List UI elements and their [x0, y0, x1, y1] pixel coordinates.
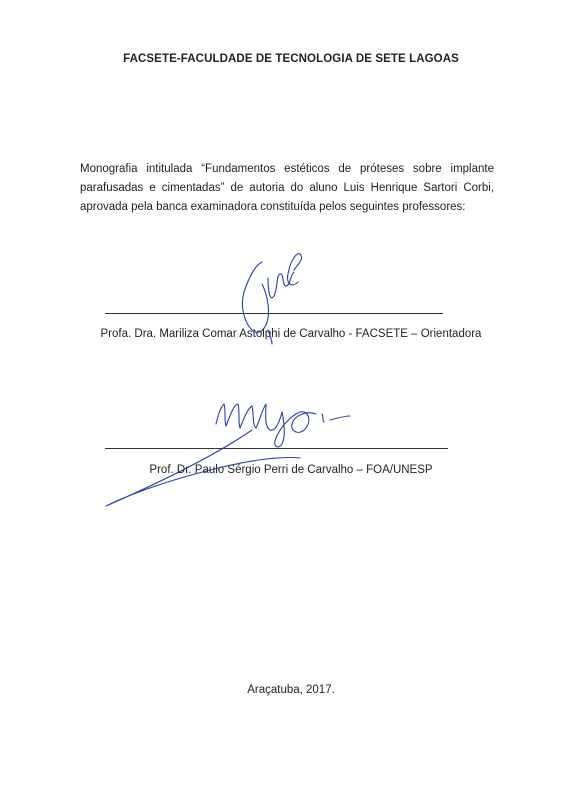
place-and-date: Araçatuba, 2017. — [247, 684, 335, 696]
signature-examiner — [106, 404, 350, 506]
signature-line-examiner — [105, 448, 448, 449]
approval-statement — [80, 160, 494, 217]
examiner-name-second: Prof. Dr. Paulo Sérgio Perri de Carvalho – FOA/UNESP — [149, 464, 433, 476]
institution-title: FACSETE-FACULDADE DE TECNOLOGIA DE SETE LAGOAS — [123, 53, 459, 65]
signature-line-advisor — [105, 313, 443, 314]
examiner-name-advisor: Profa. Dra. Mariliza Comar Astolphi de Carvalho - FACSETE – Orientadora — [100, 328, 482, 340]
approval-text: Monografia intitulada “Fundamentos estéticos de próteses sobre implante parafusadas e cimentadas” de autoria do aluno Luis Henrique Sartori Corbi, aprovada pela banca examinadora constituída pelos seguintes professores: — [80, 163, 494, 213]
